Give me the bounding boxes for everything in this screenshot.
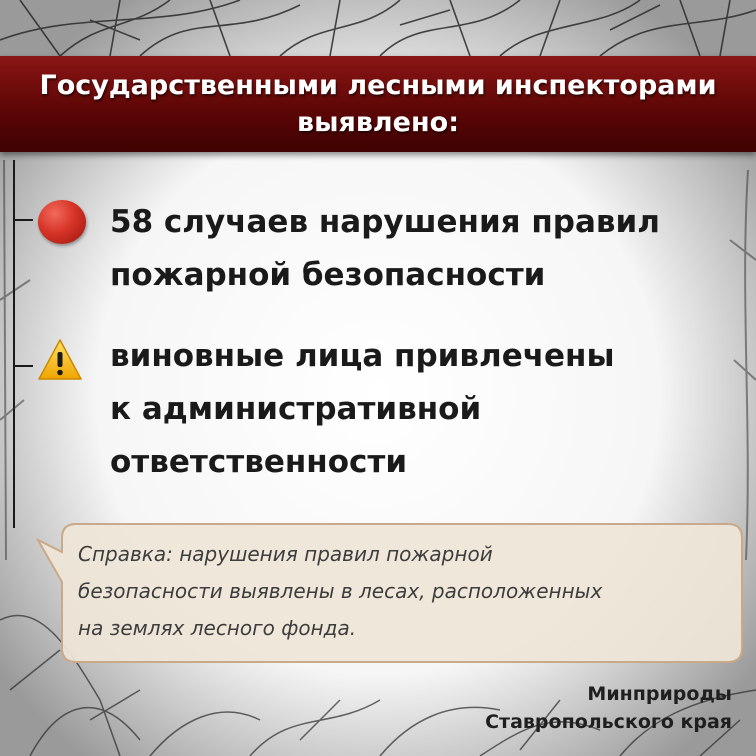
list-item-line: пожарной безопасности: [110, 257, 546, 293]
signature-line2: Ставропольского края: [485, 711, 732, 733]
red-circle-icon: [38, 200, 86, 244]
note-line: на землях лесного фонда.: [78, 616, 357, 640]
list-item-line: ответственности: [110, 444, 408, 480]
header-title-line2: выявлено:: [296, 107, 459, 138]
header-banner: [0, 56, 756, 152]
list-item-line: 58 случаев нарушения правил: [110, 204, 660, 240]
signature: [485, 680, 732, 736]
bracket-tick-2: [13, 365, 33, 367]
bracket-line: [13, 160, 15, 528]
warning-icon: [37, 337, 83, 383]
signature-line1: Минприроды: [587, 683, 732, 705]
note-line: безопасности выявлены в лесах, расположенных: [78, 579, 603, 603]
bracket-tick-1: [13, 219, 33, 221]
note-line: Справка: нарушения правил пожарной: [78, 542, 493, 566]
note-text: [78, 536, 728, 647]
header-title-line1: Государственными лесными инспекторами: [39, 70, 717, 101]
list-item-responsibility: [110, 330, 730, 489]
list-item-violations: [110, 196, 730, 302]
list-item-line: виновные лица привлечены: [110, 338, 615, 374]
list-item-line: к административной: [110, 391, 482, 427]
